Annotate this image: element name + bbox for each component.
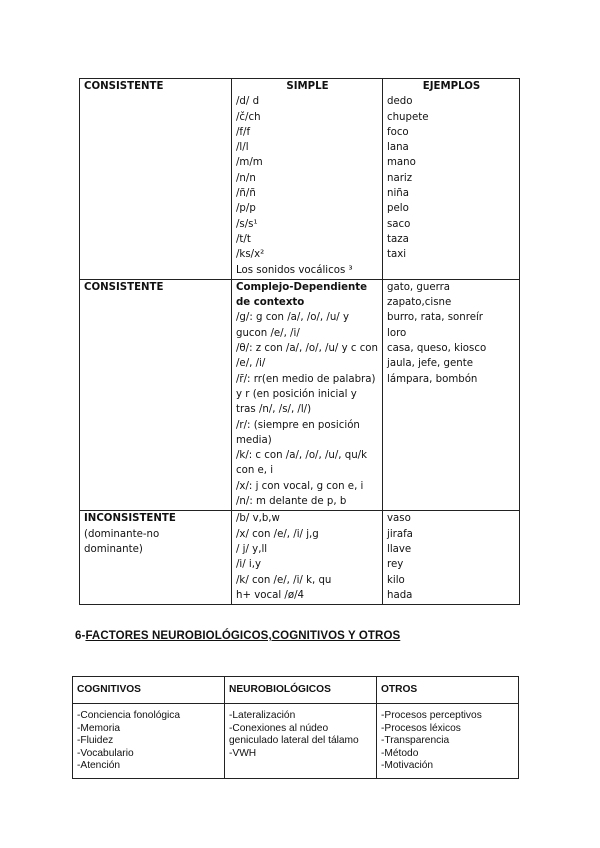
list-item: -Atención	[77, 760, 121, 772]
example-word: jaula, jefe, gente	[387, 358, 473, 370]
otros-cell	[377, 704, 519, 779]
table-header-row	[73, 677, 519, 704]
example-word: taxi	[387, 249, 407, 261]
category-label: CONSISTENTE	[84, 281, 164, 293]
list-item: -VWH	[229, 747, 257, 759]
phoneme-line: /ks/x²	[236, 249, 265, 261]
neurobiologicos-cell	[225, 704, 377, 779]
examples-cell	[383, 79, 520, 280]
list-item: -Procesos léxicos	[381, 722, 461, 734]
phoneme-line: /n/: m delante de p, b	[236, 496, 347, 508]
phoneme-line: h+ vocal /ø/4	[236, 589, 304, 601]
phoneme-line: /t/t	[236, 233, 251, 245]
category-note: dominante)	[84, 543, 143, 555]
example-word: pelo	[387, 203, 409, 215]
examples-cell	[383, 279, 520, 510]
phoneme-line: /r̄/: rr(en medio de palabra) y r (en posición inicial y tras /n/, /s/, /l/)	[236, 373, 376, 416]
header-cognitivos: COGNITIVOS	[73, 677, 225, 704]
category-cell	[80, 279, 232, 510]
phoneme-line: Los sonidos vocálicos ³	[236, 264, 353, 276]
example-word: casa, queso, kiosco	[387, 343, 487, 355]
category-note: (dominante-no	[84, 528, 160, 540]
header-neurobiologicos: NEUROBIOLÓGICOS	[225, 677, 377, 704]
list-item: -Vocabulario	[77, 747, 134, 759]
phoneme-grapheme-table	[79, 78, 520, 605]
phoneme-line: /x/: j con vocal, g con e, i	[236, 480, 364, 492]
phoneme-cell	[232, 279, 383, 510]
column-header-complejo: Complejo-Dependiente de contexto	[236, 281, 368, 309]
example-word: gato, guerra	[387, 281, 451, 293]
example-word: hada	[387, 589, 413, 601]
example-word: rey	[387, 559, 404, 571]
phoneme-line: /k/ con /e/, /i/ k, qu	[236, 574, 332, 586]
phoneme-line: /g/: g con /a/, /o/, /u/ y gucon /e/, /i/	[236, 312, 349, 339]
list-item: -Memoria	[77, 722, 121, 734]
example-word: zapato,cisne	[387, 297, 452, 309]
factors-table	[72, 676, 519, 779]
table-row	[80, 79, 520, 280]
phoneme-line: / j/ y,ll	[236, 543, 268, 555]
column-header-ejemplos: EJEMPLOS	[422, 81, 481, 92]
phoneme-line: /θ/: z con /a/, /o/, /u/ y c con /e/, /i/	[236, 343, 378, 370]
phoneme-line: /r/: (siempre en posición media)	[236, 419, 360, 446]
example-word: lana	[387, 142, 409, 154]
list-item: -Conciencia fonológica	[77, 710, 181, 721]
example-word: loro	[387, 327, 407, 339]
example-word: saco	[387, 218, 411, 230]
section-title: FACTORES NEUROBIOLÓGICOS,COGNITIVOS Y OTROS	[85, 630, 401, 642]
section-heading	[75, 630, 400, 642]
phoneme-line: /f/f	[236, 126, 251, 138]
example-word: lámpara, bombón	[387, 373, 478, 385]
list-item: -Fluidez	[77, 735, 114, 747]
list-item: -Conexiones al núdeo geniculado lateral del tálamo	[229, 722, 359, 747]
column-header-simple: SIMPLE	[286, 81, 329, 92]
list-item: -Lateralización	[229, 710, 296, 721]
phoneme-line: /p/p	[236, 203, 256, 215]
list-item: -Procesos perceptivos	[381, 710, 482, 721]
example-word: jirafa	[387, 528, 413, 540]
category-label: INCONSISTENTE	[84, 513, 176, 525]
cognitivos-cell	[73, 704, 225, 779]
example-word: burro, rata, sonreír	[387, 312, 483, 324]
phoneme-line: /x/ con /e/, /i/ j,g	[236, 528, 319, 540]
example-word: niña	[387, 188, 409, 200]
phoneme-line: /č/ch	[236, 111, 261, 123]
phoneme-line: /l/l	[236, 142, 249, 154]
category-cell	[80, 79, 232, 280]
example-word: kilo	[387, 574, 405, 586]
list-item: -Transparencia	[381, 735, 450, 747]
example-word: chupete	[387, 111, 429, 123]
example-word: taza	[387, 233, 409, 245]
example-word: dedo	[387, 96, 413, 108]
phoneme-line: /i/ i,y	[236, 559, 262, 571]
example-word: foco	[387, 126, 409, 138]
phoneme-line: /b/ v,b,w	[236, 513, 280, 525]
table-row	[73, 704, 519, 779]
phoneme-line: /m/m	[236, 157, 263, 169]
list-item: -Método	[381, 747, 419, 759]
phoneme-line: /n/n	[236, 172, 256, 184]
phoneme-line: /d/ d	[236, 96, 260, 108]
header-otros: OTROS	[377, 677, 519, 704]
phoneme-line: /ñ/ñ	[236, 188, 256, 200]
phoneme-cell	[232, 79, 383, 280]
table-row	[80, 279, 520, 510]
category-label: CONSISTENTE	[84, 81, 164, 92]
example-word: llave	[387, 543, 412, 555]
table-row	[80, 511, 520, 605]
phoneme-line: /s/s¹	[236, 218, 258, 230]
list-item: -Motivación	[381, 760, 434, 772]
section-number: 6-	[75, 630, 86, 642]
phoneme-line: /k/: c con /a/, /o/, /u/, qu/k con e, i	[236, 450, 368, 477]
category-cell	[80, 511, 232, 605]
example-word: mano	[387, 157, 416, 169]
example-word: nariz	[387, 172, 413, 184]
phoneme-cell	[232, 511, 383, 605]
example-word: vaso	[387, 513, 411, 525]
examples-cell	[383, 511, 520, 605]
